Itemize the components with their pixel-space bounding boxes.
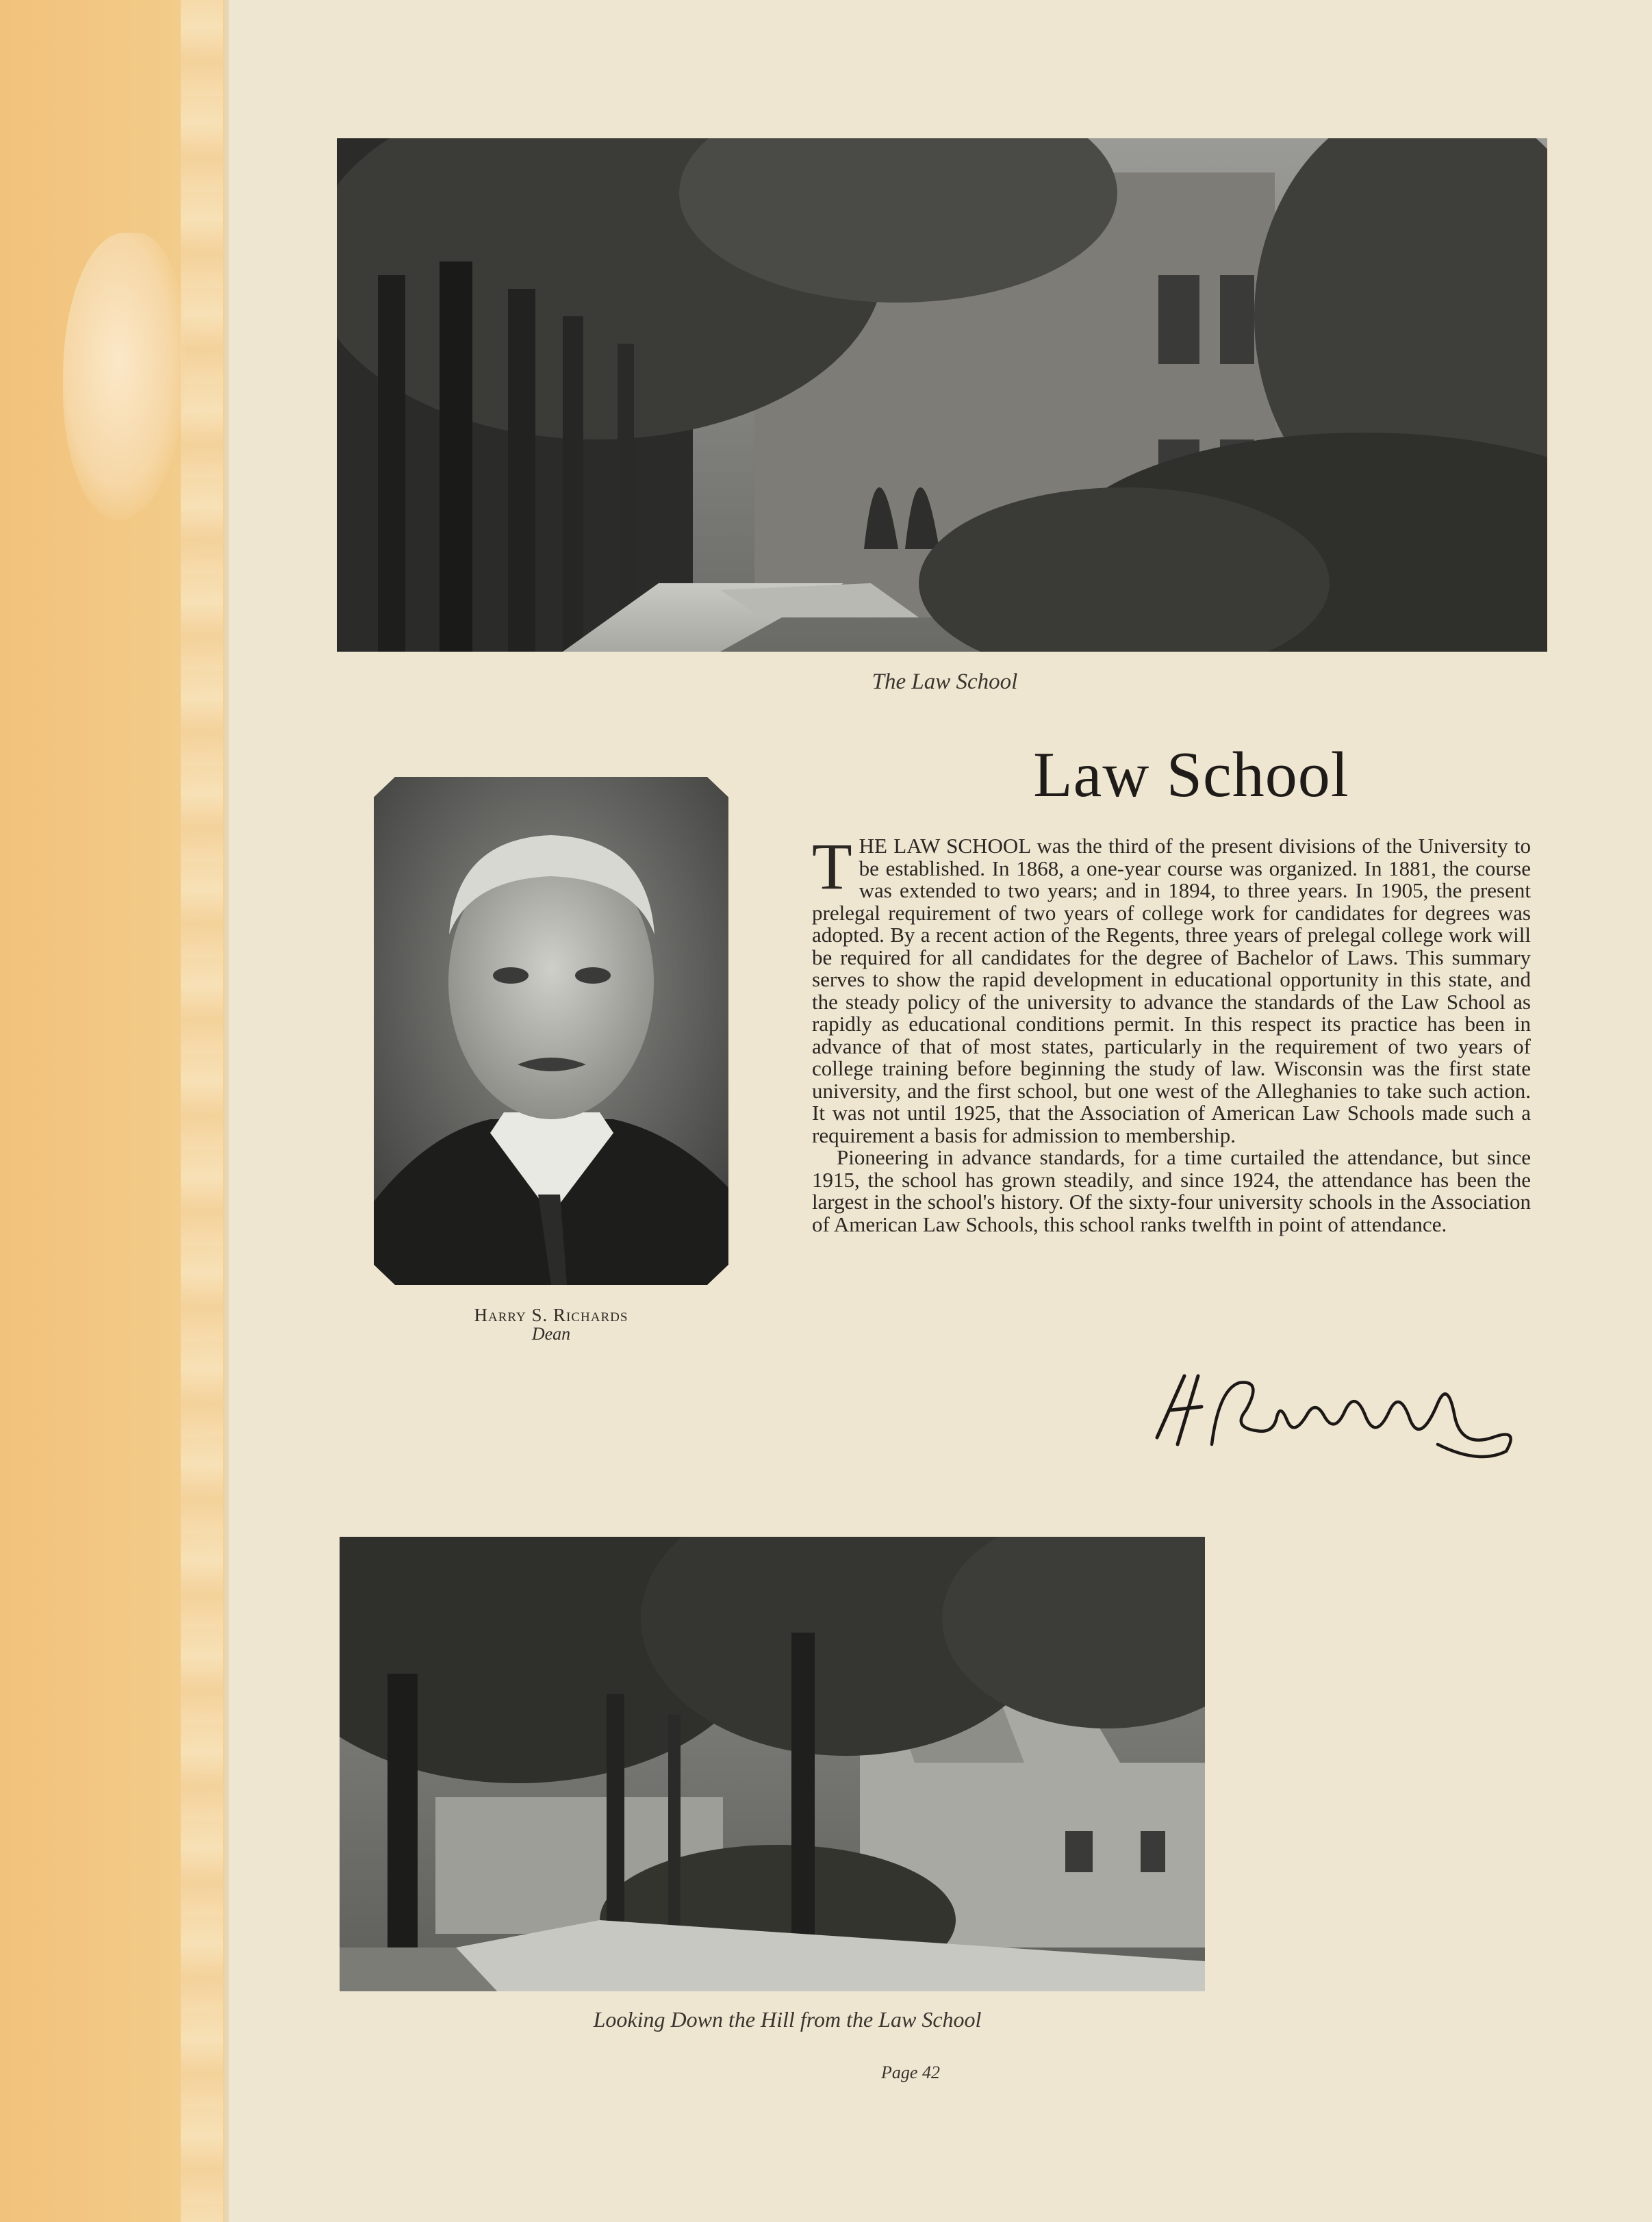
page-number: Page 42 [881,2063,940,2082]
dean-signature-image [1136,1362,1527,1465]
page-heading: Law School [1033,739,1349,810]
top-photo-caption: The Law School [872,669,1018,694]
article-paragraph [812,830,1531,1147]
article-paragraph: Pioneering in advance standards, for a time curtailed the attendance, but since 1915, the school has grown steadily, and since 1924, the attendance has been the largest in the school's history. Of the sixty-four university schools in the Association of American Law Schools, this school ranks twelfth in point of attendance. [812,1145,1531,1236]
dean-name: Harry S. Richards [474,1305,628,1325]
margin-edge [225,0,229,2222]
drop-cap: T [812,830,852,903]
bottom-photo-caption: Looking Down the Hill from the Law School [593,2007,982,2032]
law-school-photo [337,138,1547,652]
article-body [812,830,1531,1236]
dean-title: Dean [531,1324,571,1344]
hill-view-photo [340,1537,1205,1991]
margin-ornament [181,0,223,2222]
paragraph-1-text: HE LAW SCHOOL was the third of the present divisions of the University to be established. In 1868, a one-year course was organized. In 1881, the course was extended to two years; and in 1894, to three years. In 1905, the present prelegal requirement of two years of college work for candidates for degrees was adopted. By a recent action of the Regents, three years of prelegal college work will be required for all candidates for the degree of Bachelor of Laws. This summary serves to show the rapid development in educational opportunity in this state, and the steady policy of the university to advance the standards of the Law School as rapidly as educational conditions permit. In this respect its practice has been in advance of that of most states, particularly in the requirement of two years of college training before beginning the study of law. Wisconsin was the first state university, and the first school, but one west of the Alleghanies to take such action. It was not until 1925, that the Association of American Law Schools made such a requirement a basis for admission to membership. [812,834,1531,1147]
dean-portrait [374,777,728,1285]
